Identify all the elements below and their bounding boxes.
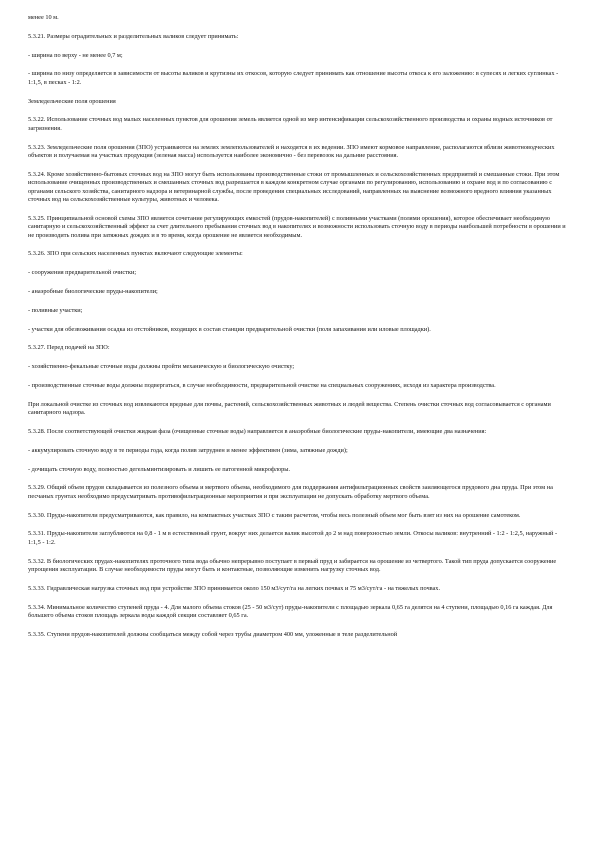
paragraph-5-3-28: 5.3.28. После соответствующей очистки жидкая фаза (очищенные сточные воды) направляется в анаэробные биологические пруды-накопители, имеющие два назначения: [28, 428, 487, 435]
paragraph-5-3-21: 5.3.21. Размеры оградительных и разделительных валиков следует принимать: [28, 32, 239, 40]
list-item-pretreatment: - сооружения предварительной очистки; [28, 269, 137, 277]
section-heading: Земледельческие поля орошения [28, 97, 116, 105]
list-item-industrial-wastewater: - производственные сточные воды должны подвергаться, в случае необходимости, предварительной очистке на специальных сооружениях, исходя из характера производства. [28, 382, 496, 389]
list-item-bottom-width: - ширина по низу определяется в зависимости от высоты валиков и крутизны их откосов, которую следует принимать как отношение высоты откоса к его заложению: в супесях и легких суглинках - 1:1,5, в песках - 1:2. [28, 70, 559, 86]
list-item-polish: - дочищать сточную воду, полностью дегельминтизировать и лишить ее патогенной микрофлоры. [28, 465, 291, 473]
paragraph-5-3-23: 5.3.23. Земледельческие поля орошения (ЗПО) устраиваются на землях землепользователей и находятся в их ведении. ЗПО имеют кормовое направление, располагаются вблизи животноводческих объектов и получаемая на участках продукция (зеленая масса) используется наиболее экономично - без перевозок на дальние расстояния. [28, 143, 555, 159]
list-item-irrigated-plots: - поливные участки; [28, 306, 83, 314]
paragraph-continuation: менее 10 м. [28, 14, 59, 21]
list-item-top-width: - ширина по верху - не менее 0,7 м; [28, 51, 123, 59]
paragraph-5-3-33: 5.3.33. Гидравлическая нагрузка сточных вод при устройстве ЗПО принимается около 150 м3/сут/га на легких почвах и 75 м3/сут/га - на тяжелых почвах. [28, 584, 441, 592]
list-item-domestic-wastewater: - хозяйственно-фекальные сточные воды должны пройти механическую и биологическую очистку; [28, 363, 295, 371]
paragraph-5-3-34: 5.3.34. Минимальное количество ступеней пруда - 4. Для малого объема стоков (25 - 50 м3/сут) пруды-накопители с площадью зеркала 0,65 га делятся на 4 ступени, площадью 0,16 га каждая. Для большего объема стоков площадь зеркала воды каждой секции составляет 0,65 га. [28, 603, 553, 619]
paragraph-5-3-31: 5.3.31. Пруды-накопители заглубляются на 0,8 - 1 м в естественный грунт, вокруг них делается валик высотой до 2 м над поверхностью земли. Откосы валиков: внутренний - 1:2 - 1:2,5, наружный - 1:1,5 - 1:2. [28, 530, 558, 546]
list-item-accumulate: - аккумулировать сточную воду в те периоды года, когда полив затруднен и менее эффективен (зима, затяжные дожди); [28, 446, 348, 454]
paragraph-5-3-25: 5.3.25. Принципиальной основой схемы ЗПО является сочетание регулирующих емкостей (прудов-накопителей) с поливными участками (полями орошения), которое обеспечивает необходимую санитарную и сельскохозяйственный эффект за счет длительного пребывания сточных вод в накопителях и возможности использовать сточную воду в периоды наибольшей потребности в орошении и не производить полива при затяжных дождях и в то время, когда орошение не является необходимым. [28, 214, 566, 239]
paragraph-5-3-24: 5.3.24. Кроме хозяйственно-бытовых сточных вод на ЗПО могут быть использованы производственные стоки от промышленных и сельскохозяйственных предприятий и смешанные стоки. При этом использование очищенных производственных и смешанных сточных вод разрешается в каждом конкретном случае органами по регулированию, использованию и охране вод и по согласованию с органами сельского хозяйства, санитарного надзора и ветеринарной службы, после проведения специальных исследований, направленных на выяснение возможного вредного влияния указанных сточных вод на сельскохозяйственные культуры, животных и человека. [28, 170, 560, 204]
paragraph-5-3-26: 5.3.26. ЗПО при сельских населенных пунктах включают следующие элементы: [28, 250, 243, 258]
paragraph-5-3-27: 5.3.27. Перед подачей на ЗПО: [28, 344, 110, 352]
paragraph-5-3-30: 5.3.30. Пруды-накопители предусматриваются, как правило, на компактных участках ЗПО с таким расчетом, чтобы весь полезный объем мог быть взят из них на орошение самотеком. [28, 511, 521, 519]
paragraph-local-treatment: При локальной очистке из сточных вод извлекаются вредные для почвы, растений, сельскохозяйственных животных и людей вещества. Степень очистки сточных вод согласовывается с органами санитарного надзора. [28, 400, 551, 417]
paragraph-5-3-22: 5.3.22. Использование сточных вод малых населенных пунктов для орошения земель является одной из мер интенсификации сельскохозяйственного производства и охраны водных источников от загрязнения. [28, 116, 553, 132]
paragraph-5-3-35: 5.3.35. Ступени прудов-накопителей должны сообщаться между собой через трубы диаметром 400 мм, уложенные в теле разделительной [28, 630, 398, 638]
list-item-ponds: - анаэробные биологические пруды-накопители; [28, 288, 158, 296]
list-item-sludge-plots: - участки для обезвоживания осадка из отстойников, входящих в состав станции предварительной очистки (поля запахивания или иловые площадки). [28, 325, 431, 333]
paragraph-5-3-29: 5.3.29. Общий объем прудов складывается из полезного объема и мертвого объема, необходимого для поддержания антифильтрационных свойств заиляющегося прудового дна пруда. При этом на песчаных грунтах необходимо предусматривать противофильтрационные мероприятия и при эксплуатации не допускать обработку мертвого объема. [28, 484, 553, 500]
paragraph-5-3-32: 5.3.32. В биологических прудах-накопителях проточного типа вода обычно непрерывно поступает в первый пруд и забирается на орошение из четвертого. Такой тип пруда допускается сооружение упрощения эксплуатации. В случае необходимости пруды могут быть и контактные, позволяющие изменить нагрузку сточных вод. [28, 557, 557, 573]
